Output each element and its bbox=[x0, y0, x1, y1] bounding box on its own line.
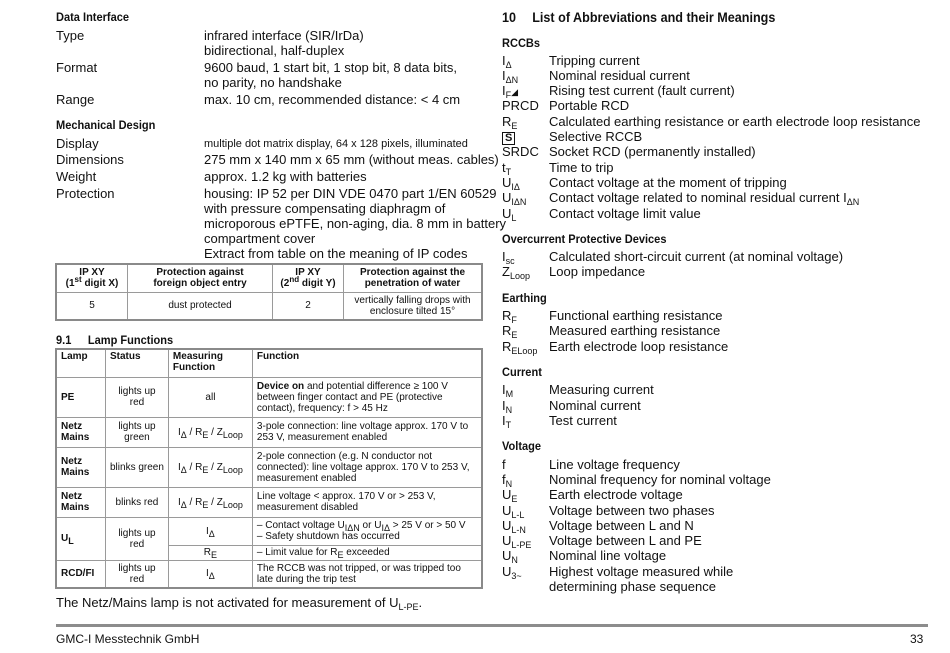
lamp-name: Netz Mains bbox=[56, 447, 106, 487]
lamp-function: 3-pole connection: line voltage approx. 170 V to 253 V, measurement enabled bbox=[252, 417, 482, 447]
lamp-functions-heading bbox=[56, 333, 173, 347]
abbr-meaning: Voltage between two phases bbox=[549, 503, 715, 518]
heading-text: List of Abbreviations and their Meanings bbox=[532, 9, 776, 25]
ip-header-foreign bbox=[128, 264, 273, 292]
function-text: – Safety shutdown has occurred bbox=[256, 531, 400, 542]
footer-company: GMC-I Messtechnik GmbH bbox=[56, 632, 200, 646]
heading-text: Lamp Functions bbox=[87, 333, 174, 347]
lamp-measuring: all bbox=[168, 377, 252, 417]
abbr-meaning: Socket RCD (permanently installed) bbox=[549, 144, 756, 159]
header-text: digit X) bbox=[81, 278, 119, 290]
header-text: digit Y) bbox=[299, 278, 336, 290]
function-text: > 25 V or > 50 V bbox=[389, 520, 466, 531]
spec-value: max. 10 cm, recommended distance: < 4 cm bbox=[204, 92, 461, 107]
abbr-meaning: Calculated short-circuit current (at nominal voltage) bbox=[549, 249, 844, 264]
header-text: Protection against bbox=[156, 267, 244, 279]
lamp-status: lights up red bbox=[106, 560, 169, 588]
spec-value: bidirectional, half-duplex bbox=[204, 43, 345, 58]
spec-label: Format bbox=[56, 60, 98, 75]
ip-cell: 5 bbox=[56, 292, 128, 320]
lamp-status: lights up red bbox=[106, 377, 169, 417]
data-interface-heading: Data Interface bbox=[56, 10, 130, 24]
footer-rule bbox=[56, 624, 928, 627]
header-text: IP XY bbox=[79, 267, 105, 279]
abbr-meaning: Earth electrode voltage bbox=[549, 487, 683, 502]
lamp-note bbox=[56, 595, 422, 610]
spec-value: multiple dot matrix display, 64 x 128 pixels, illuminated bbox=[204, 138, 468, 150]
abbr-meaning: Measured earthing resistance bbox=[549, 323, 721, 338]
lamp-status: lights up red bbox=[106, 517, 169, 560]
lamp-function: – Contact voltage $U_{I\Delta N}$ or $U_{I\Delta} > 25$ V or > 50 V – Safety shutdown has occurred bbox=[252, 517, 482, 545]
abbr-meaning: Nominal frequency for nominal voltage bbox=[549, 472, 771, 487]
ip-header-y bbox=[273, 264, 344, 292]
lamp-status: blinks red bbox=[106, 487, 169, 517]
header-sup: nd bbox=[289, 275, 300, 285]
ip-header-x bbox=[56, 264, 128, 292]
page-number: 33 bbox=[910, 632, 924, 646]
ip-cell: dust protected bbox=[128, 292, 273, 320]
abbr-meaning: Portable RCD bbox=[549, 98, 630, 113]
abbr-meaning: Test current bbox=[549, 413, 617, 428]
lamp-name: PE bbox=[56, 377, 106, 417]
lamp-measuring: $I_\Delta / R_E / Z_{Loop}$ bbox=[168, 417, 252, 447]
function-text: and potential difference ≥ 100 V between finger contact and PE (protective contact), frequency: f > 45 Hz bbox=[256, 380, 448, 414]
lamp-measuring: $I_\Delta / R_E / Z_{Loop}$ bbox=[168, 447, 252, 487]
spec-label: Dimensions bbox=[56, 152, 124, 167]
lamp-functions-table bbox=[55, 348, 483, 589]
lamp-col-header: Function bbox=[252, 349, 482, 377]
lamp-function: – Limit value for $R_E$ exceeded bbox=[252, 545, 482, 560]
spec-label: Protection bbox=[56, 186, 115, 201]
abbr-meaning: Line voltage frequency bbox=[549, 457, 680, 472]
abbr-meaning: Contact voltage limit value bbox=[549, 206, 701, 221]
spec-value: compartment cover bbox=[204, 231, 316, 246]
abbr-meaning: Calculated earthing resistance or earth electrode loop resistance bbox=[549, 114, 921, 129]
function-text: – Contact voltage U bbox=[256, 520, 345, 531]
lamp-col-header: Lamp bbox=[56, 349, 106, 377]
lamp-function bbox=[252, 377, 482, 417]
spec-value: no parity, no handshake bbox=[204, 75, 342, 90]
lamp-function: Line voltage < approx. 170 V or > 253 V, measurement disabled bbox=[252, 487, 482, 517]
lamp-status: blinks green bbox=[106, 447, 169, 487]
voltage-heading: Voltage bbox=[502, 439, 542, 453]
abbr-meaning: Functional earthing resistance bbox=[549, 308, 723, 323]
spec-value: Extract from table on the meaning of IP codes bbox=[204, 246, 468, 261]
spec-value: microporous ePTFE, non-aging, dia. 8 mm in battery bbox=[204, 216, 507, 231]
mechanical-heading: Mechanical Design bbox=[56, 118, 156, 132]
overcurrent-heading: Overcurrent Protective Devices bbox=[502, 232, 667, 246]
spec-value: housing: IP 52 per DIN VDE 0470 part 1/EN 60529 bbox=[204, 186, 497, 201]
current-heading: Current bbox=[502, 365, 542, 379]
note-text: . bbox=[418, 595, 423, 610]
lamp-name: RCD/FI bbox=[56, 560, 106, 588]
header-text: penetration of water bbox=[364, 278, 461, 290]
abbr-meaning: Time to trip bbox=[549, 160, 614, 175]
spec-value: 9600 baud, 1 start bit, 1 stop bit, 8 data bits, bbox=[204, 60, 457, 75]
abbr-meaning: Tripping current bbox=[549, 53, 640, 68]
lamp-name-sub: L bbox=[68, 536, 74, 546]
selective-s-icon: S bbox=[502, 132, 515, 145]
spec-value: 275 mm x 140 mm x 65 mm (without meas. cables) bbox=[204, 152, 499, 167]
lamp-function: 2-pole connection (e.g. N conductor not connected): line voltage approx. 170 V to 253 V, measurement enabled bbox=[252, 447, 482, 487]
lamp-function: The RCCB was not tripped, or was tripped too late during the trip test bbox=[252, 560, 482, 588]
spec-value: infrared interface (SIR/IrDa) bbox=[204, 28, 364, 43]
rccb-heading: RCCBs bbox=[502, 36, 541, 50]
spec-label: Display bbox=[56, 136, 99, 151]
function-text: or U bbox=[359, 520, 382, 531]
lamp-name bbox=[56, 517, 106, 560]
function-bold: Device on bbox=[256, 380, 305, 392]
chapter-heading bbox=[502, 9, 775, 25]
abbr-meaning: Contact voltage related to nominal residual current I bbox=[549, 190, 847, 205]
lamp-status: lights up green bbox=[106, 417, 169, 447]
function-text: exceeded bbox=[343, 547, 390, 558]
header-sup: st bbox=[74, 275, 82, 285]
abbr-meaning: Voltage between L and PE bbox=[549, 533, 702, 548]
header-text: (1 bbox=[65, 278, 75, 290]
ip-code-table bbox=[55, 263, 483, 321]
lamp-measuring: $I_\Delta / R_E / Z_{Loop}$ bbox=[168, 487, 252, 517]
abbr-meaning: Nominal line voltage bbox=[549, 548, 667, 563]
lamp-col-header: Status bbox=[106, 349, 169, 377]
header-text: foreign object entry bbox=[153, 278, 247, 290]
abbr-meaning: Contact voltage at the moment of tripping bbox=[549, 175, 787, 190]
abbr-meaning: Highest voltage measured while bbox=[549, 564, 734, 579]
abbr-meaning: Measuring current bbox=[549, 382, 654, 397]
abbr-meaning: determining phase sequence bbox=[549, 579, 716, 594]
header-text: Protection against the bbox=[359, 267, 465, 279]
note-sub: L-PE bbox=[398, 602, 419, 612]
lamp-name-text: U bbox=[61, 533, 69, 544]
spec-label: Type bbox=[56, 28, 85, 43]
heading-number: 10 bbox=[502, 9, 517, 25]
abbr-meaning: Loop impedance bbox=[549, 264, 646, 279]
abbr-meaning: Rising test current (fault current) bbox=[549, 83, 735, 98]
abbr-symbol: SRDC bbox=[502, 144, 539, 159]
abbr-meaning: Selective RCCB bbox=[549, 129, 643, 144]
heading-number: 9.1 bbox=[56, 333, 72, 347]
lamp-name: Netz Mains bbox=[56, 417, 106, 447]
spec-value: with pressure compensating diaphragm of bbox=[204, 201, 446, 216]
abbr-meaning: Earth electrode loop resistance bbox=[549, 339, 729, 354]
function-text: – Limit value for R bbox=[256, 547, 338, 558]
header-text: IP XY bbox=[295, 267, 321, 279]
abbr-symbol: PRCD bbox=[502, 98, 539, 113]
ip-cell: vertically falling drops with enclosure tilted 15° bbox=[344, 292, 483, 320]
ip-cell: 2 bbox=[273, 292, 344, 320]
spec-value: approx. 1.2 kg with batteries bbox=[204, 169, 367, 184]
header-text: (2 bbox=[280, 278, 290, 290]
abbr-symbol: f bbox=[502, 457, 506, 472]
earthing-heading: Earthing bbox=[502, 291, 547, 305]
lamp-measuring: $I_\Delta$ bbox=[168, 560, 252, 588]
lamp-measuring: $I_\Delta$ bbox=[168, 517, 252, 545]
lamp-measuring: $R_E$ bbox=[168, 545, 252, 560]
abbr-meaning: Nominal current bbox=[549, 398, 641, 413]
spec-label: Range bbox=[56, 92, 95, 107]
lamp-col-header: Measuring Function bbox=[168, 349, 252, 377]
ip-header-water bbox=[344, 264, 483, 292]
spec-label: Weight bbox=[56, 169, 97, 184]
note-text: The Netz/Mains lamp is not activated for measurement of U bbox=[56, 595, 399, 610]
abbr-meaning: Voltage between L and N bbox=[549, 518, 694, 533]
abbr-meaning: Nominal residual current bbox=[549, 68, 690, 83]
lamp-name: Netz Mains bbox=[56, 487, 106, 517]
